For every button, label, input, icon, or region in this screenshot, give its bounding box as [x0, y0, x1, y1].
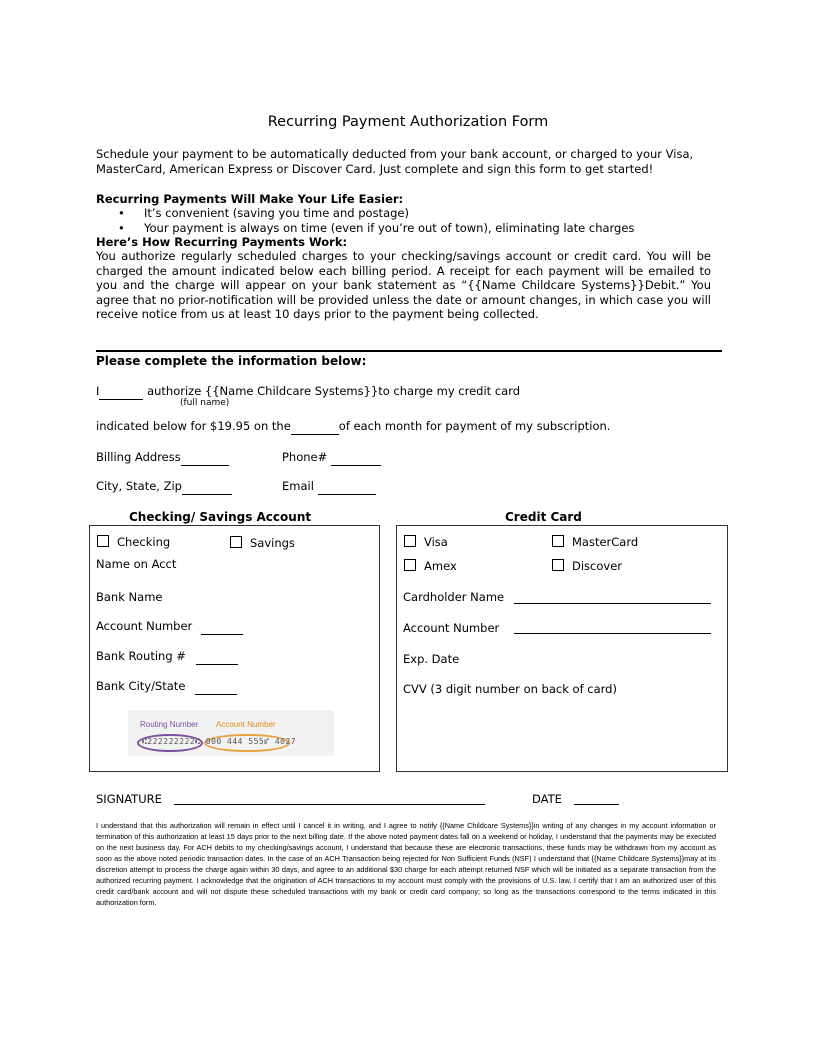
discover-option[interactable] [552, 559, 622, 574]
benefits-heading: Recurring Payments Will Make Your Life Easier: [96, 192, 404, 206]
billing-address-field[interactable] [181, 450, 229, 466]
visa-label: Visa [424, 535, 448, 549]
checking-checkbox[interactable] [97, 535, 109, 547]
bank-account-number-row [96, 619, 243, 635]
date-field[interactable] [574, 804, 619, 805]
bank-city-label: Bank City/State [96, 679, 186, 693]
city-label: City, State, Zip [96, 479, 182, 493]
page-title: Recurring Payment Authorization Form [267, 114, 549, 130]
section-divider [96, 350, 722, 352]
info-heading: Please complete the information below: [96, 354, 367, 368]
check-account-label: Account Number [216, 720, 276, 729]
discover-label: Discover [572, 559, 623, 573]
checking-label: Checking [117, 535, 171, 549]
bank-account-number-label: Account Number [96, 619, 193, 633]
authorize-prefix: I [96, 384, 100, 398]
routing-field[interactable] [196, 649, 238, 665]
how-heading: Here’s How Recurring Payments Work: [96, 235, 348, 249]
bank-city-field[interactable] [195, 679, 237, 695]
discover-checkbox[interactable] [552, 559, 564, 571]
billing-day-field[interactable] [291, 419, 339, 435]
savings-checkbox[interactable] [230, 536, 242, 548]
mastercard-option[interactable] [552, 535, 638, 550]
bank-city-row [96, 679, 237, 695]
name-on-acct-label: Name on Acct [96, 557, 177, 571]
phone-field[interactable] [331, 450, 381, 466]
benefit-item: It’s convenient (saving you time and postage) [144, 206, 409, 220]
amex-checkbox[interactable] [404, 559, 416, 571]
visa-option[interactable] [404, 535, 448, 550]
savings-label: Savings [250, 536, 295, 550]
terms-fine-print: I understand that this authorization will remain in effect until I cancel it in writing, and I agree to notify {{Name Childcare Systems}}in writing of any changes in my account information or termination of this authorization at least 15 days prior to the next billing date. If the above noted payment dates fall on a weekend or holiday, I understand that the payments may be executed on the next business day. For ACH debits to my checking/savings account, I understand that because these are electronic transactions, these funds may be withdrawn from my account as soon as the above noted periodic transaction dates. In the case of an ACH Transaction being rejected for Non Sufficient Funds (NSF) I understand that {{Name Childcare Systems}}may at its discretion attempt to process the charge again within 30 days, and agree to an additional $30 charge for each attempt returned NSF which will be initiated as a separate transaction from the authorized recurring payment. I acknowledge that the origination of ACH transactions to my account must comply with the provisions of U.S. law. I certify that I am an authorized user of this credit card/bank account and will not dispute these scheduled transactions with my bank or credit card company; so long as the transactions correspond to the terms indicated in this authorization form. [96, 821, 716, 907]
signature-field[interactable] [174, 804, 485, 805]
check-sample-image [128, 710, 334, 756]
card-heading: Credit Card [505, 510, 582, 524]
signature-label: SIGNATURE [96, 792, 162, 806]
intro-text: Schedule your payment to be automatically deducted from your bank account, or charged to your Visa, MasterCard, American Express or Discover Card. Just complete and sign this form to get started! [96, 147, 694, 176]
billing-address-label: Billing Address [96, 450, 181, 464]
savings-option[interactable] [230, 536, 295, 551]
email-label: Email [282, 479, 314, 493]
full-name-hint: (full name) [180, 398, 230, 408]
routing-label: Bank Routing # [96, 649, 186, 663]
bullet-icon: • [118, 221, 125, 235]
visa-checkbox[interactable] [404, 535, 416, 547]
email-row [282, 479, 376, 495]
cardholder-label: Cardholder Name [403, 590, 505, 604]
amex-label: Amex [424, 559, 457, 573]
card-account-number-label: Account Number [403, 621, 500, 635]
benefit-item: Your payment is always on time (even if you’re out of town), eliminating late charges [144, 221, 635, 235]
cardholder-field[interactable] [514, 603, 711, 604]
amount-line [96, 419, 610, 435]
amex-option[interactable] [404, 559, 457, 574]
bank-account-number-field[interactable] [201, 619, 243, 635]
email-field[interactable] [318, 479, 376, 495]
date-label: DATE [532, 792, 562, 806]
check-routing-label: Routing Number [140, 720, 199, 729]
phone-label: Phone# [282, 450, 328, 464]
authorize-line [96, 384, 520, 400]
routing-row [96, 649, 238, 665]
mastercard-checkbox[interactable] [552, 535, 564, 547]
exp-date-label: Exp. Date [403, 652, 460, 666]
city-field[interactable] [182, 479, 232, 495]
micr-line-icon: ⑆222222222⑆ 000 444 555⑈ 4027 [142, 737, 297, 746]
cvv-label: CVV (3 digit number on back of card) [403, 682, 617, 696]
amount-prefix: indicated below for $19.95 on the [96, 419, 291, 433]
bullet-icon: • [118, 206, 125, 220]
bank-name-label: Bank Name [96, 590, 163, 604]
mastercard-label: MasterCard [572, 535, 639, 549]
city-row [96, 479, 232, 495]
checking-option[interactable] [97, 535, 170, 550]
billing-address-row [96, 450, 229, 466]
bank-heading: Checking/ Savings Account [129, 510, 312, 524]
full-name-field[interactable] [99, 384, 143, 400]
amount-suffix: of each month for payment of my subscription. [338, 419, 611, 433]
phone-row [282, 450, 381, 466]
card-account-number-field[interactable] [514, 633, 711, 634]
authorize-suffix: authorize {{Name Childcare Systems}}to charge my credit card [147, 384, 521, 398]
how-text: You authorize regularly scheduled charges to your checking/savings account or credit card. You will be charged the amount indicated below each billing period. A receipt for each payment will be emailed to you and the charge will appear on your bank statement as “{{Name Childcare Systems}}Debit.” You agree that no prior-notification will be provided unless the date or amount changes, in which case you will receive notice from us at least 10 days prior to the payment being collected. [96, 249, 711, 321]
